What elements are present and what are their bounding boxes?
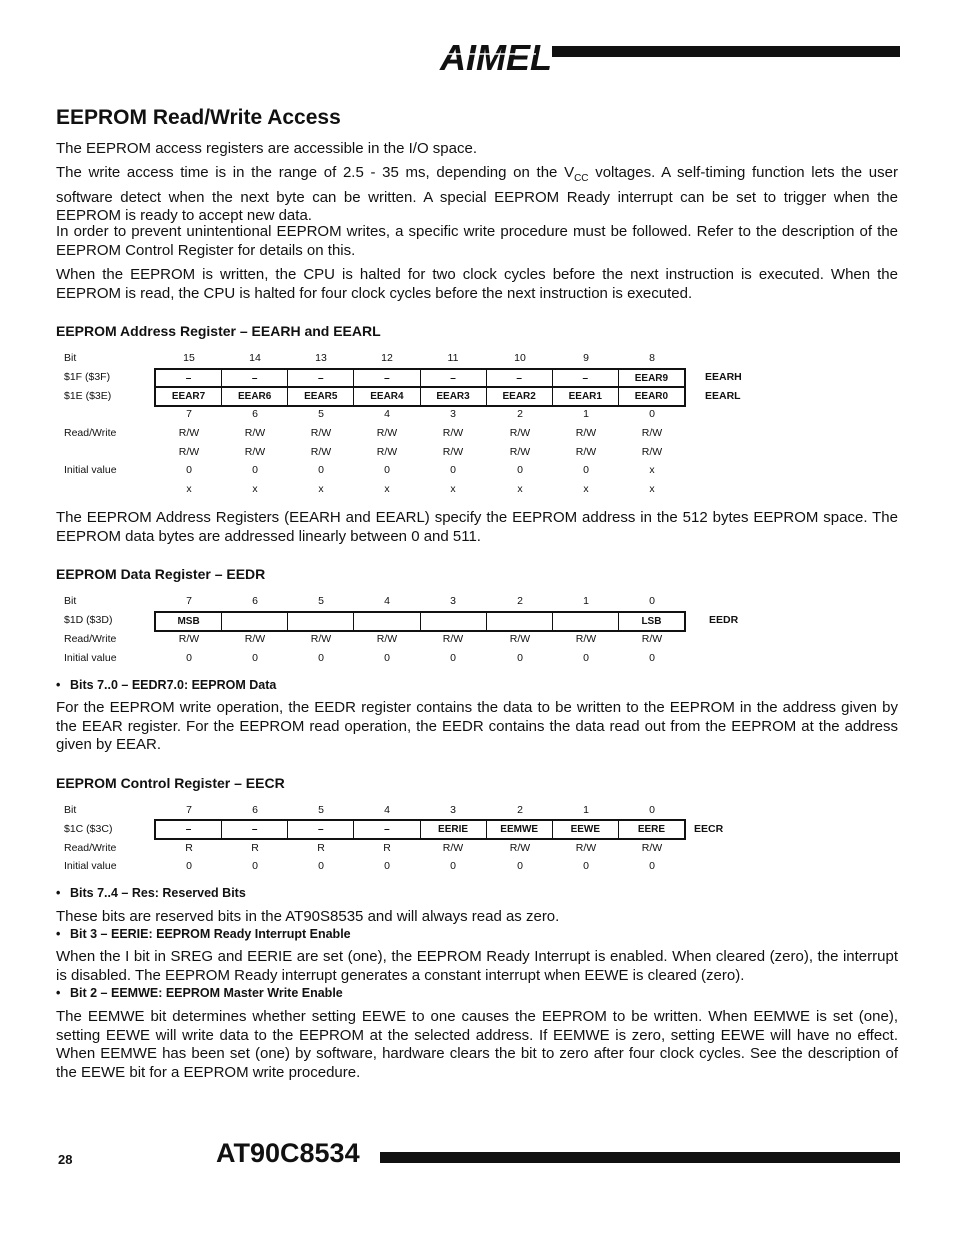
init-value: x — [252, 483, 258, 495]
bullet-text: Bit 3 – EERIE: EEPROM Ready Interrupt Enable — [70, 927, 351, 941]
bit-number: 13 — [315, 352, 327, 364]
intro-paragraph-3: In order to prevent unintentional EEPROM writes, a specific write procedure must be followed. Refer to the description of the EEPROM Control Register for details on this. — [56, 223, 898, 259]
eear-rw-label: Read/Write — [64, 427, 117, 439]
bit-number: 2 — [517, 804, 523, 816]
init-value: 0 — [186, 464, 192, 476]
bit-number: 5 — [318, 595, 324, 607]
register-cell: – — [185, 824, 192, 835]
rw-value: R/W — [575, 446, 597, 458]
rw-value: R/W — [244, 446, 266, 458]
rw-value: R/W — [178, 633, 200, 645]
bullet-text: Bit 2 – EEMWE: EEPROM Master Write Enable — [70, 986, 343, 1000]
bit-number: 7 — [186, 595, 192, 607]
rw-value: R/W — [178, 427, 200, 439]
bullet-dot: • — [56, 678, 61, 692]
init-value: 0 — [186, 860, 192, 872]
bit-number: 9 — [583, 352, 589, 364]
rw-value: R — [317, 842, 325, 854]
rw-value: R/W — [244, 633, 266, 645]
register-cell: EEMWE — [486, 821, 552, 838]
init-value: x — [186, 483, 192, 495]
eear-init-label: Initial value — [64, 464, 117, 476]
bit-number: 7 — [186, 804, 192, 816]
init-value: 0 — [649, 652, 655, 664]
bit-number: 6 — [252, 408, 258, 420]
intro-p2-text-a: The write access time is in the range of 2.5 - 35 ms, depending on the V — [56, 164, 575, 181]
init-value: 0 — [450, 464, 456, 476]
init-value: 0 — [450, 652, 456, 664]
eearl-address: $1E ($3E) — [64, 390, 112, 402]
init-value: 0 — [318, 464, 324, 476]
rw-value: R/W — [310, 446, 332, 458]
rw-value: R/W — [509, 446, 531, 458]
rw-value: R/W — [310, 427, 332, 439]
bit-number: 15 — [183, 352, 195, 364]
init-value: 0 — [318, 652, 324, 664]
init-value: 0 — [583, 860, 589, 872]
eedr-bullet — [56, 678, 276, 692]
register-cell: EEAR9 — [618, 370, 684, 386]
rw-value: R/W — [509, 427, 531, 439]
eearh-name: EEARH — [705, 371, 742, 383]
init-value: 0 — [384, 652, 390, 664]
intro-paragraph-1: The EEPROM access registers are accessible in the I/O space. — [56, 140, 478, 157]
rw-value: R/W — [575, 427, 597, 439]
init-value: x — [384, 483, 390, 495]
register-cell — [486, 613, 552, 630]
register-cell: EEAR7 — [171, 390, 206, 402]
eedr-init-label: Initial value — [64, 652, 117, 664]
eecr-name: EECR — [694, 823, 724, 835]
bit-number: 5 — [318, 804, 324, 816]
eedr-description: For the EEPROM write operation, the EEDR register contains the data to be written to the EEPROM in the address given by the EEAR register. For the EEPROM read operation, the EEDR contains the data read out from the EEPROM at the address given by EEAR. — [56, 699, 898, 754]
atmel-logo-graphic — [438, 30, 552, 78]
register-cell: EEAR2 — [486, 387, 552, 405]
init-value: x — [517, 483, 523, 495]
register-cell: EEAR0 — [618, 387, 684, 405]
eecr-eemwe-description: The EEMWE bit determines whether setting EEWE to one causes the EEPROM to be written. When EEMWE is set (one), setting EEWE will write data to the EEPROM at the selected address. If EEMWE is zero, setting EEWE will have no effect. When EEMWE has been set (one) by software, hardware clears the bit to zero after four clock cycles. See the description of the EEWE bit for a EEPROM write procedure. — [56, 1008, 898, 1081]
register-cell: – — [353, 821, 419, 838]
register-cell: EEAR5 — [287, 387, 353, 405]
rw-value: R/W — [442, 633, 464, 645]
rw-value: R/W — [376, 633, 398, 645]
eearh-address: $1F ($3F) — [64, 371, 111, 383]
device-name: AT90C8534 — [216, 1138, 360, 1168]
rw-value: R/W — [641, 427, 663, 439]
bit-number: 14 — [249, 352, 261, 364]
eecr-bullet-eerie — [56, 927, 351, 941]
eearl-register — [154, 386, 686, 407]
bullet-text: Bits 7..4 – Res: Reserved Bits — [70, 886, 246, 900]
init-value: 0 — [186, 652, 192, 664]
rw-value: R/W — [641, 446, 663, 458]
bit-number: 3 — [450, 408, 456, 420]
eearh-register — [154, 368, 686, 388]
rw-value: R/W — [641, 633, 663, 645]
register-cell: – — [552, 370, 618, 386]
register-cell: EEAR4 — [353, 387, 419, 405]
register-cell: – — [221, 821, 287, 838]
init-value: x — [450, 483, 456, 495]
init-value: 0 — [583, 464, 589, 476]
register-cell: EEAR1 — [552, 387, 618, 405]
rw-value: R/W — [178, 446, 200, 458]
rw-value: R/W — [575, 633, 597, 645]
rw-value: R/W — [641, 842, 663, 854]
eecr-reserved-description: These bits are reserved bits in the AT90S8535 and will always read as zero. — [56, 908, 560, 925]
bullet-dot: • — [56, 927, 61, 941]
bit-number: 1 — [583, 804, 589, 816]
bit-number: 4 — [384, 804, 390, 816]
eecr-eerie-description: When the I bit in SREG and EERIE are set (one), the EEPROM Ready Interrupt is enabled. When cleared (zero), the interrupt is disabled. The EEPROM Ready interrupt generates a constant interrupt when EEWE is cleared (zero). — [56, 948, 898, 984]
bullet-text: Bits 7..0 – EEDR7.0: EEPROM Data — [70, 678, 277, 692]
eecr-register — [154, 819, 686, 840]
init-value: 0 — [318, 860, 324, 872]
register-cell: LSB — [618, 613, 684, 630]
rw-value: R/W — [442, 427, 464, 439]
eecr-bit-label: Bit — [64, 804, 77, 816]
eedr-rw-label: Read/Write — [64, 633, 117, 645]
register-cell: MSB — [177, 616, 200, 627]
register-cell — [287, 613, 353, 630]
bit-number: 10 — [514, 352, 526, 364]
register-cell: EEAR3 — [420, 387, 486, 405]
section-title: EEPROM Read/Write Access — [56, 106, 341, 129]
bullet-dot: • — [56, 986, 61, 1000]
intro-paragraph-4: When the EEPROM is written, the CPU is halted for two clock cycles before the next instruction is executed. When the EEPROM is read, the CPU is halted for four clock cycles before the next instruction is executed. — [56, 266, 898, 302]
bit-number: 5 — [318, 408, 324, 420]
bit-number: 0 — [649, 408, 655, 420]
eearl-name: EEARL — [705, 390, 741, 402]
register-cell — [221, 613, 287, 630]
rw-value: R/W — [442, 842, 464, 854]
bit-number: 11 — [447, 352, 459, 364]
eedr-bit-label: Bit — [64, 595, 77, 607]
bullet-dot: • — [56, 886, 61, 900]
register-cell: EEAR6 — [221, 387, 287, 405]
init-value: 0 — [517, 860, 523, 872]
bit-number: 12 — [381, 352, 393, 364]
bit-number: 7 — [186, 408, 192, 420]
init-value: 0 — [517, 652, 523, 664]
eear-description: The EEPROM Address Registers (EEARH and EEARL) specify the EEPROM address in the 512 bytes EEPROM space. The EEPROM data bytes are addressed linearly between 0 and 511. — [56, 509, 898, 545]
intro-paragraph-2 — [56, 164, 898, 226]
intro-p2-text-b: voltages. A self-timing function lets the user software detect when the next byte can be written. A special EEPROM Ready interrupt can be set to trigger when the EEPROM is ready to accept new data. — [56, 164, 898, 225]
register-cell: – — [185, 372, 192, 384]
rw-value: R — [251, 842, 259, 854]
atmel-logo — [438, 30, 552, 81]
eecr-bullet-reserved — [56, 886, 246, 900]
eecr-address: $1C ($3C) — [64, 823, 113, 835]
init-value: x — [583, 483, 589, 495]
eear-bit-label: Bit — [64, 352, 77, 364]
init-value: 0 — [384, 464, 390, 476]
register-cell: – — [221, 370, 287, 386]
rw-value: R/W — [310, 633, 332, 645]
register-cell: – — [420, 370, 486, 386]
register-cell: – — [486, 370, 552, 386]
rw-value: R/W — [575, 842, 597, 854]
eecr-bullet-eemwe — [56, 986, 343, 1000]
register-cell: – — [287, 821, 353, 838]
bit-number: 4 — [384, 595, 390, 607]
rw-value: R/W — [509, 842, 531, 854]
init-value: 0 — [450, 860, 456, 872]
header-rule — [552, 46, 900, 57]
eear-heading: EEPROM Address Register – EEARH and EEARL — [56, 323, 381, 339]
bit-number: 0 — [649, 804, 655, 816]
eecr-init-label: Initial value — [64, 860, 117, 872]
footer-rule — [380, 1152, 900, 1163]
rw-value: R/W — [376, 427, 398, 439]
rw-value: R/W — [376, 446, 398, 458]
eedr-register — [154, 611, 686, 632]
bit-number: 8 — [649, 352, 655, 364]
bit-number: 2 — [517, 595, 523, 607]
init-value: 0 — [252, 860, 258, 872]
bit-number: 6 — [252, 804, 258, 816]
eedr-name: EEDR — [709, 614, 739, 626]
eedr-address: $1D ($3D) — [64, 614, 113, 626]
logo-text: AIMEL — [440, 37, 552, 78]
eecr-rw-label: Read/Write — [64, 842, 117, 854]
register-cell — [353, 613, 419, 630]
register-cell — [420, 613, 486, 630]
init-value: 0 — [384, 860, 390, 872]
register-cell: – — [353, 370, 419, 386]
bit-number: 2 — [517, 408, 523, 420]
rw-value: R/W — [442, 446, 464, 458]
bit-number: 6 — [252, 595, 258, 607]
register-cell — [552, 613, 618, 630]
bit-number: 4 — [384, 408, 390, 420]
init-value: x — [649, 464, 655, 476]
init-value: 0 — [583, 652, 589, 664]
bit-number: 1 — [583, 595, 589, 607]
register-cell: – — [287, 370, 353, 386]
eecr-heading: EEPROM Control Register – EECR — [56, 775, 285, 791]
init-value: x — [318, 483, 324, 495]
init-value: 0 — [517, 464, 523, 476]
rw-value: R — [383, 842, 391, 854]
vcc-subscript: CC — [574, 173, 589, 184]
init-value: 0 — [252, 652, 258, 664]
register-cell: EEWE — [552, 821, 618, 838]
bit-number: 3 — [450, 595, 456, 607]
bit-number: 3 — [450, 804, 456, 816]
bit-number: 0 — [649, 595, 655, 607]
eedr-heading: EEPROM Data Register – EEDR — [56, 566, 266, 582]
register-cell: EERIE — [420, 821, 486, 838]
rw-value: R/W — [509, 633, 531, 645]
rw-value: R/W — [244, 427, 266, 439]
init-value: 0 — [649, 860, 655, 872]
page-number: 28 — [58, 1152, 73, 1167]
init-value: 0 — [252, 464, 258, 476]
register-cell: EERE — [618, 821, 684, 838]
bit-number: 1 — [583, 408, 589, 420]
rw-value: R — [185, 842, 193, 854]
init-value: x — [649, 483, 655, 495]
